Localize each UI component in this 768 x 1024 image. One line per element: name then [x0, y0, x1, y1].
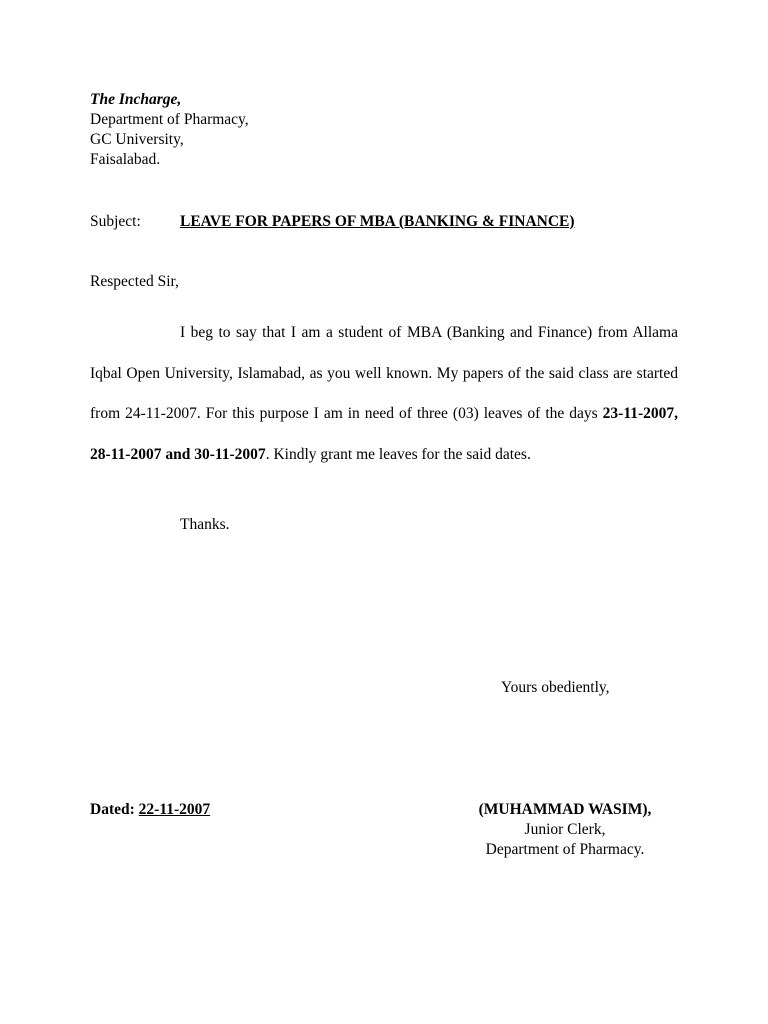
dated-value: 22-11-2007 — [138, 801, 211, 818]
dated-line — [90, 800, 210, 820]
dated-label: Dated: — [90, 801, 139, 818]
signatory-designation: Junior Clerk, — [524, 821, 606, 838]
subject-label: Subject: — [90, 213, 141, 230]
signatory-department: Department of Pharmacy. — [485, 841, 645, 858]
recipient-department: Department of Pharmacy, — [90, 111, 249, 128]
signature-block — [440, 800, 690, 860]
recipient-title: The Incharge, — [90, 91, 182, 108]
salutation: Respected Sir, — [90, 273, 179, 290]
subject-line — [90, 212, 690, 232]
closing-line: Yours obediently, — [501, 679, 610, 696]
body-leave-dates: 23-11-2007, 28-11-2007 and 30-11-2007 — [90, 405, 678, 463]
recipient-university: GC University, — [90, 131, 184, 148]
body-paragraph — [90, 313, 678, 475]
subject-text: LEAVE FOR PAPERS OF MBA (BANKING & FINANCE) — [180, 213, 575, 230]
thanks-line: Thanks. — [180, 516, 230, 533]
recipient-address — [90, 90, 249, 170]
body-text-part2: . Kindly grant me leaves for the said dates. — [265, 445, 531, 463]
signatory-name: (MUHAMMAD WASIM), — [478, 801, 652, 818]
body-text-part1: I beg to say that I am a student of MBA (Banking and Finance) from Allama Iqbal Open University, Islamabad, as you well known. My papers of the said class are started from 24-11-2007. For this purpose I am in need of three (03) leaves of the days — [90, 324, 678, 422]
recipient-city: Faisalabad. — [90, 151, 161, 168]
